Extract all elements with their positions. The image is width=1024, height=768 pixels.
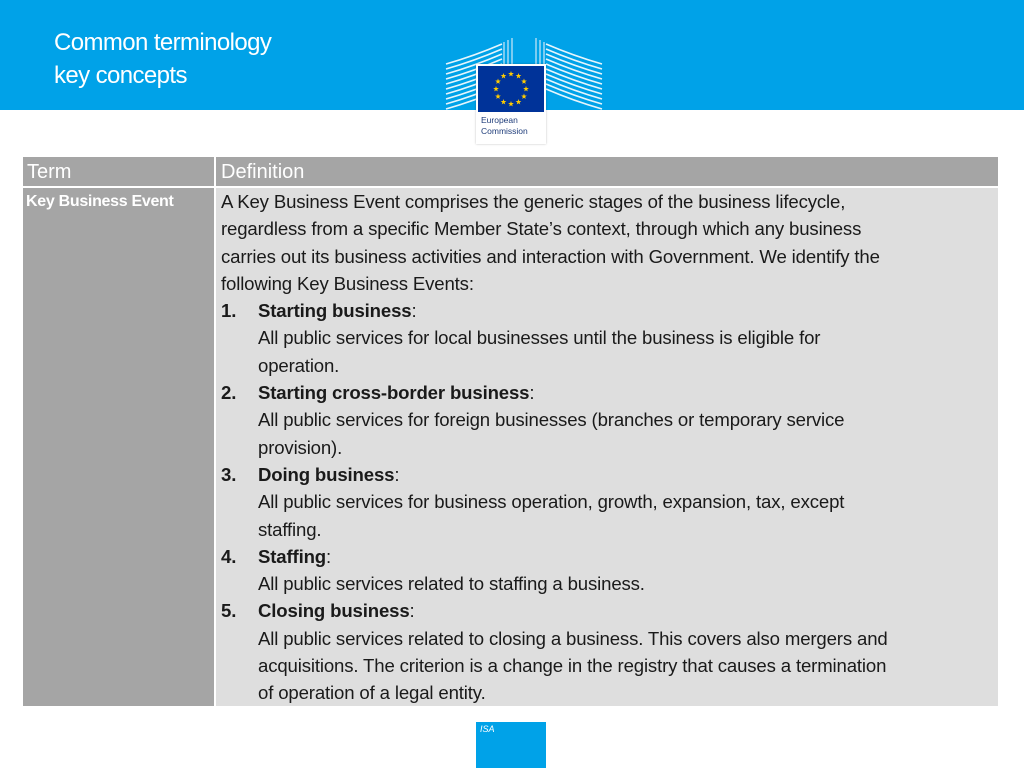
event-number: 1.: [221, 300, 237, 322]
event-title-colon: :: [411, 300, 417, 322]
key-business-event-item: [221, 597, 998, 706]
event-description-line: staffing.: [258, 518, 322, 540]
event-description-line: All public services related to closing a business. This covers also mergers and: [258, 627, 888, 649]
event-number: 3.: [221, 463, 237, 485]
key-business-event-item: [221, 379, 998, 461]
terminology-table: [23, 157, 998, 706]
event-heading: [258, 297, 998, 324]
definition-intro-line: regardless from a specific Member State’s context, through which any business: [221, 218, 862, 240]
event-heading: [258, 597, 998, 624]
event-description-line: acquisitions. The criterion is a change in the registry that causes a termination: [258, 655, 887, 677]
definition-intro-line: A Key Business Event comprises the generic stages of the business lifecycle,: [221, 191, 846, 212]
logo-text-line-1: European: [481, 115, 518, 125]
definition-cell: [216, 188, 998, 706]
event-heading: [258, 543, 998, 570]
event-title: Doing business: [258, 463, 395, 485]
column-header-definition: Definition: [216, 157, 998, 186]
event-title: Staffing: [258, 545, 327, 567]
event-description-line: All public services for foreign businesses (branches or temporary service: [258, 409, 845, 431]
event-title-colon: :: [409, 600, 415, 622]
event-description-line: provision).: [258, 436, 343, 458]
key-business-event-list: [221, 297, 998, 706]
title-line-2: key concepts: [54, 62, 187, 89]
event-description-line: All public services for business operation, growth, expansion, tax, except: [258, 491, 845, 513]
event-number: 2.: [221, 382, 237, 404]
event-title-colon: :: [326, 545, 332, 567]
event-title-colon: :: [529, 382, 535, 404]
definition-intro-line: following Key Business Events:: [221, 272, 474, 294]
footer-isa-box: [476, 722, 546, 768]
column-header-term: Term: [23, 157, 214, 186]
event-description-line: operation.: [258, 354, 340, 376]
event-title: Closing business: [258, 600, 410, 622]
title-line-1: Common terminology: [54, 29, 272, 56]
event-description-line: All public services related to staffing a business.: [258, 573, 645, 595]
key-business-event-item: [221, 461, 998, 543]
event-title: Starting business: [258, 300, 412, 322]
event-number: 4.: [221, 545, 237, 567]
event-title: Starting cross-border business: [258, 382, 530, 404]
event-description-line: of operation of a legal entity.: [258, 682, 486, 704]
definition-intro: [221, 188, 998, 297]
event-heading: [258, 461, 998, 488]
european-commission-logo: [476, 64, 546, 144]
definition-intro-line: carries out its business activities and interaction with Government. We identify the: [221, 245, 880, 267]
logo-text-line-2: Commission: [481, 126, 528, 136]
key-business-event-item: [221, 297, 998, 379]
event-description-line: All public services for local businesses until the business is eligible for: [258, 327, 821, 349]
footer-isa-label: ISA: [480, 724, 495, 734]
event-title-colon: :: [394, 463, 400, 485]
logo-text: [481, 115, 528, 137]
key-business-event-item: [221, 543, 998, 598]
page-title: [54, 26, 271, 92]
event-number: 5.: [221, 600, 237, 622]
event-heading: [258, 379, 998, 406]
term-cell: Key Business Event: [23, 188, 214, 706]
eu-flag-icon: [478, 66, 544, 112]
